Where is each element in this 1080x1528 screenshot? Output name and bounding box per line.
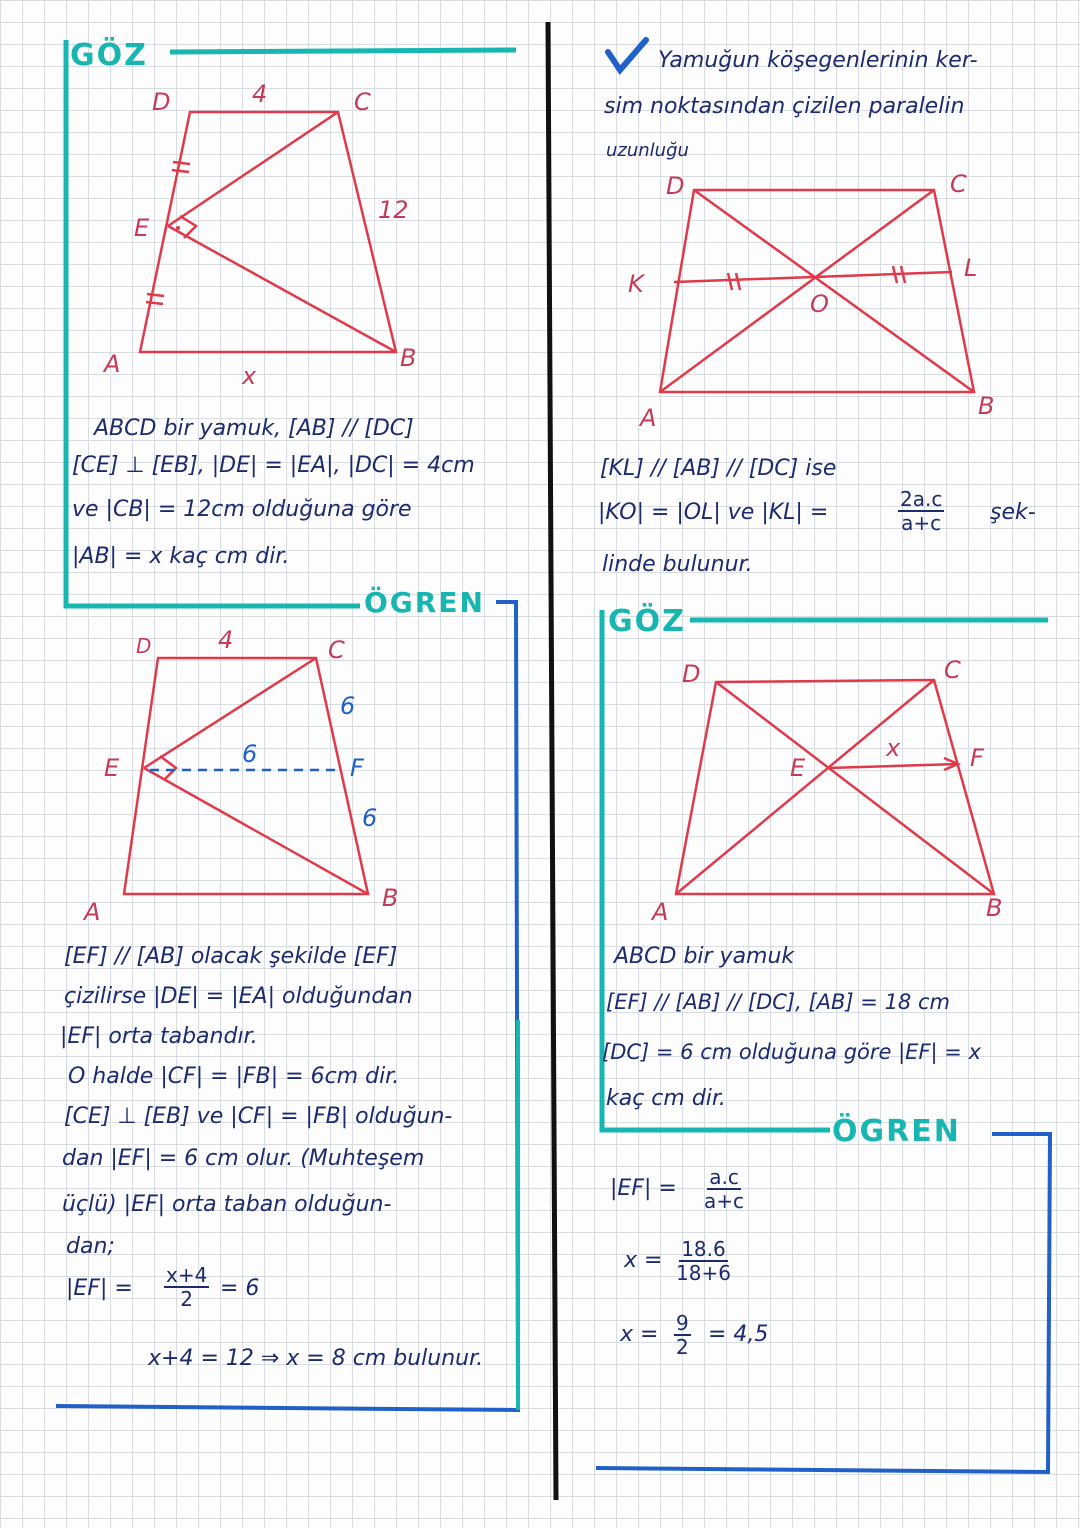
fig2-label-f: F — [350, 754, 364, 782]
left-formula-lhs: |EF| = — [66, 1276, 133, 1301]
left-solution-line-8: dan; — [66, 1234, 115, 1259]
fig4-label-a: A — [652, 898, 669, 926]
right-sol3-rhs: = 4,5 — [708, 1322, 769, 1347]
left-problem-line-4: |AB| = x kaç cm dir. — [72, 544, 290, 569]
right-problem-line-1: ABCD bir yamuk — [614, 944, 795, 969]
figure-4 — [676, 680, 994, 894]
right-sol2-fraction — [676, 1238, 731, 1284]
fig3-label-b: B — [978, 392, 995, 420]
left-solution-line-5: [CE] ⊥ [EB] ve |CF| = |FB| olduğun- — [64, 1104, 453, 1129]
fig2-label-a: A — [84, 898, 101, 926]
left-solution-line-6: dan |EF| = 6 cm olur. (Muhteşem — [62, 1146, 425, 1171]
fig1-label-top: 4 — [252, 80, 268, 108]
fig1-label-e: E — [134, 214, 150, 242]
left-formula-fraction — [164, 1264, 209, 1310]
right-sol1-denominator: a+c — [704, 1189, 745, 1213]
fig2-label-c: C — [328, 636, 345, 664]
figure-1 — [140, 112, 396, 352]
left-solution-line-2: çizilirse |DE| = |EA| olduğundan — [64, 984, 413, 1009]
right-problem-line-4: kaç cm dir. — [606, 1086, 726, 1111]
figure-2 — [124, 658, 368, 894]
right-sol3-fraction — [674, 1312, 691, 1358]
check-icon — [608, 40, 646, 70]
fig1-label-b: B — [400, 344, 417, 372]
fig2-label-d: D — [136, 634, 152, 658]
right-sol1-numerator: a.c — [709, 1165, 739, 1189]
right-rule-line-3: uzunluğu — [606, 140, 689, 161]
right-rule-numerator: 2a.c — [900, 487, 943, 511]
right-rule-text-2b: şek- — [990, 500, 1036, 525]
left-goz-heading: GÖZ — [70, 38, 148, 73]
left-ogren-heading: ÖGREN — [364, 586, 485, 619]
fig3-label-l: L — [964, 254, 978, 282]
right-rule-text-3: linde bulunur. — [602, 552, 753, 577]
fig2-label-cf: 6 — [340, 692, 356, 720]
right-ogren-heading: ÖGREN — [832, 1114, 961, 1149]
fig2-label-e: E — [104, 754, 120, 782]
fig2-label-b: B — [382, 884, 399, 912]
fig4-label-d: D — [682, 660, 701, 688]
right-rule-text-2a: |KO| = |OL| ve |KL| = — [598, 500, 829, 525]
left-formula-numerator: x+4 — [166, 1263, 208, 1287]
fig1-label-side: 12 — [378, 196, 409, 224]
fig2-label-fb: 6 — [362, 804, 378, 832]
right-rule-text-1: [KL] // [AB] // [DC] ise — [600, 456, 837, 481]
fig3-label-d: D — [666, 172, 685, 200]
fig3-label-a: A — [640, 404, 657, 432]
fig3-label-c: C — [950, 170, 967, 198]
right-rule-fraction — [898, 488, 944, 534]
fig1-label-a: A — [104, 350, 121, 378]
left-solution-line-1: [EF] // [AB] olacak şekilde [EF] — [64, 944, 398, 969]
fig2-label-ef: 6 — [242, 740, 258, 768]
left-final-line: x+4 = 12 ⇒ x = 8 cm bulunur. — [148, 1346, 484, 1371]
fig1-label-d: D — [152, 88, 171, 116]
right-rule-line-1: Yamuğun köşegenlerinin ker- — [658, 48, 978, 73]
right-goz-heading: GÖZ — [608, 604, 686, 639]
right-sol2-numerator: 18.6 — [681, 1237, 726, 1261]
left-formula-rhs: = 6 — [220, 1276, 260, 1301]
left-solution-line-3: |EF| orta tabandır. — [60, 1024, 258, 1049]
fig4-label-b: B — [986, 894, 1003, 922]
right-angle-dot — [176, 226, 180, 230]
right-problem-line-3: [DC] = 6 cm olduğuna göre |EF| = x — [602, 1040, 981, 1064]
fig4-label-e: E — [790, 754, 806, 782]
left-problem-line-2: [CE] ⊥ [EB], |DE| = |EA|, |DC| = 4cm — [72, 453, 475, 478]
left-problem-line-3: ve |CB| = 12cm olduğuna göre — [72, 497, 412, 522]
right-sol3-numerator: 9 — [676, 1311, 689, 1335]
fig3-label-k: K — [628, 270, 644, 298]
fig4-label-c: C — [944, 656, 961, 684]
right-sol2-lhs: x = — [624, 1248, 663, 1273]
right-rule-line-2: sim noktasından çizilen paralelin — [604, 94, 965, 119]
fig1-label-c: C — [354, 88, 371, 116]
fig3-label-o: O — [810, 290, 829, 318]
center-divider — [548, 22, 556, 1500]
left-solution-line-4: O halde |CF| = |FB| = 6cm dir. — [68, 1064, 400, 1089]
right-sol2-denominator: 18+6 — [676, 1261, 731, 1285]
left-problem-line-1: ABCD bir yamuk, [AB] // [DC] — [94, 416, 414, 441]
right-problem-line-2: [EF] // [AB] // [DC], [AB] = 18 cm — [606, 990, 950, 1014]
right-sol3-lhs: x = — [620, 1322, 659, 1347]
fig4-label-f: F — [970, 744, 984, 772]
left-formula-denominator: 2 — [180, 1287, 194, 1311]
left-solution-line-7: üçlü) |EF| orta taban olduğun- — [62, 1192, 392, 1217]
fig2-label-top: 4 — [218, 626, 234, 654]
right-sol1-fraction — [704, 1166, 744, 1212]
right-rule-denominator: a+c — [901, 511, 942, 535]
right-sol3-denominator: 2 — [676, 1335, 689, 1359]
right-sol1-lhs: |EF| = — [610, 1176, 677, 1201]
fig4-label-x: x — [886, 734, 901, 762]
fig1-label-bottom: x — [242, 362, 257, 390]
